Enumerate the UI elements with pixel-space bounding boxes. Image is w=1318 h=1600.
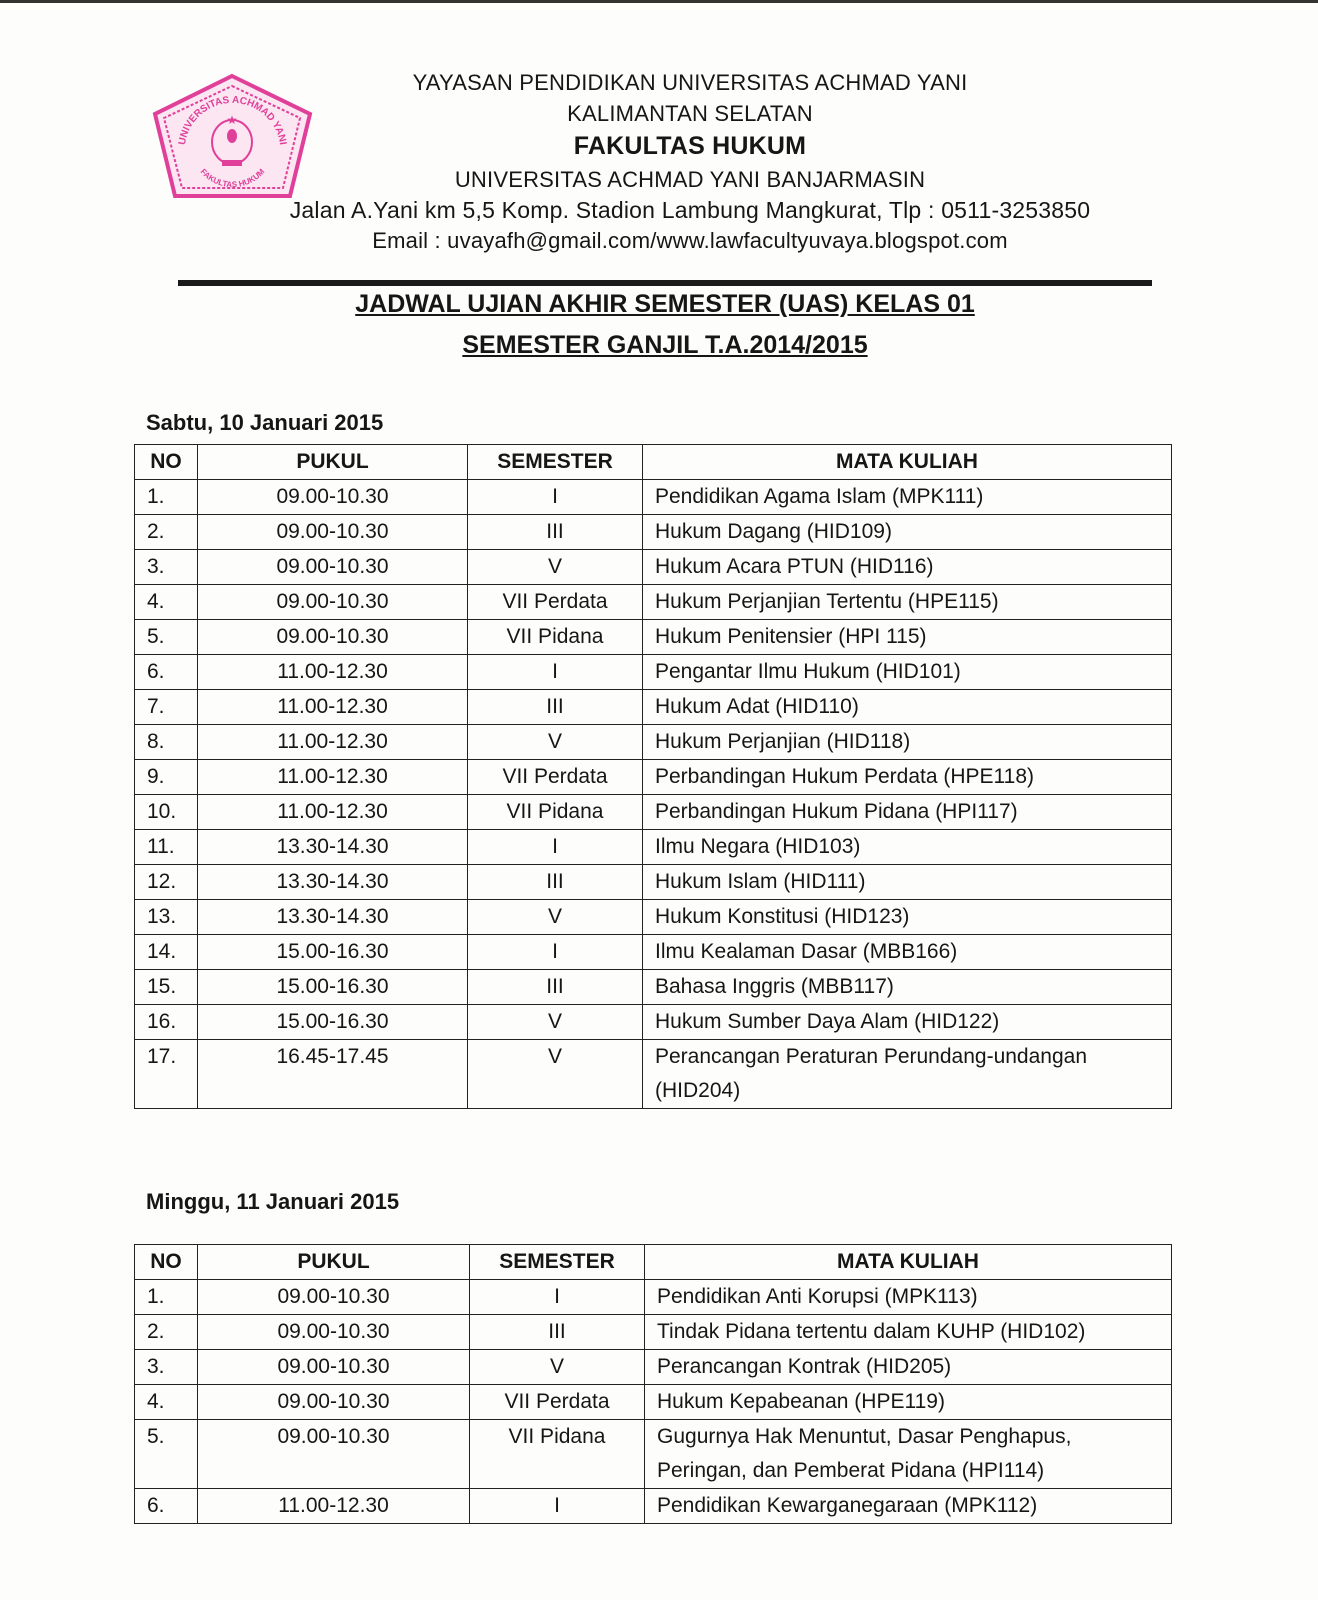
row-course: Perbandingan Hukum Pidana (HPI117) — [643, 795, 1172, 830]
row-course: Perancangan Peraturan Perundang-undangan (HID204) — [643, 1040, 1172, 1109]
table-row — [135, 515, 1172, 550]
day-heading-1: Sabtu, 10 Januari 2015 — [146, 410, 384, 435]
row-no: 11. — [135, 830, 198, 865]
col-pukul: PUKUL — [198, 445, 468, 480]
col-semester: SEMESTER — [468, 445, 643, 480]
row-semester: I — [468, 830, 643, 865]
col-pukul: PUKUL — [198, 1245, 470, 1280]
row-course: Pendidikan Anti Korupsi (MPK113) — [645, 1280, 1172, 1315]
row-no: 1. — [135, 480, 198, 515]
row-no: 8. — [135, 725, 198, 760]
row-semester: III — [470, 1315, 645, 1350]
table-row — [135, 935, 1172, 970]
table-row — [135, 480, 1172, 515]
row-time: 11.00-12.30 — [198, 725, 468, 760]
table-row — [135, 1385, 1172, 1420]
table-row — [135, 1040, 1172, 1109]
table-row — [135, 900, 1172, 935]
row-course: Hukum Islam (HID111) — [643, 865, 1172, 900]
row-semester: I — [468, 935, 643, 970]
document-subtitle: SEMESTER GANJIL T.A.2014/2015 — [462, 331, 868, 359]
row-semester: V — [468, 1040, 643, 1109]
row-no: 4. — [135, 1385, 198, 1420]
table-row — [135, 795, 1172, 830]
row-semester: VII Perdata — [468, 760, 643, 795]
table-row — [135, 830, 1172, 865]
row-course: Tindak Pidana tertentu dalam KUHP (HID102) — [645, 1315, 1172, 1350]
row-no: 5. — [135, 620, 198, 655]
schedule-table-sunday — [134, 1244, 1172, 1524]
row-semester: VII Pidana — [468, 620, 643, 655]
row-course: Bahasa Inggris (MBB117) — [643, 970, 1172, 1005]
svg-text:UNIVERSITAS ACHMAD YANI: UNIVERSITAS ACHMAD YANI — [176, 94, 289, 146]
row-time: 11.00-12.30 — [198, 690, 468, 725]
row-no: 4. — [135, 585, 198, 620]
row-semester: I — [468, 480, 643, 515]
row-course: Ilmu Negara (HID103) — [643, 830, 1172, 865]
row-time: 13.30-14.30 — [198, 830, 468, 865]
email: Email : uvayafh@gmail.com/www.lawfacultyuvaya.blogspot.com — [372, 228, 1008, 253]
row-semester: VII Perdata — [470, 1385, 645, 1420]
row-time: 11.00-12.30 — [198, 1489, 470, 1524]
row-course: Ilmu Kealaman Dasar (MBB166) — [643, 935, 1172, 970]
row-semester: V — [468, 550, 643, 585]
row-time: 11.00-12.30 — [198, 760, 468, 795]
row-semester: III — [468, 690, 643, 725]
row-semester: III — [468, 865, 643, 900]
row-course: Hukum Perjanjian (HID118) — [643, 725, 1172, 760]
document-title: JADWAL UJIAN AKHIR SEMESTER (UAS) KELAS 01 — [355, 290, 975, 318]
row-no: 13. — [135, 900, 198, 935]
row-course: Perbandingan Hukum Perdata (HPE118) — [643, 760, 1172, 795]
address: Jalan A.Yani km 5,5 Komp. Stadion Lambung Mangkurat, Tlp : 0511-3253850 — [289, 197, 1091, 223]
schedule-table-saturday — [134, 444, 1172, 1109]
row-time: 09.00-10.30 — [198, 585, 468, 620]
row-time: 09.00-10.30 — [198, 1280, 470, 1315]
foundation-name: YAYASAN PENDIDIKAN UNIVERSITAS ACHMAD YANI — [412, 70, 968, 95]
row-time: 13.30-14.30 — [198, 865, 468, 900]
row-semester: V — [468, 1005, 643, 1040]
svg-text:FAKULTAS HUKUM: FAKULTAS HUKUM — [198, 167, 267, 190]
col-mata-kuliah: MATA KULIAH — [643, 445, 1172, 480]
row-semester: VII Perdata — [468, 585, 643, 620]
row-no: 17. — [135, 1040, 198, 1109]
col-no: NO — [135, 1245, 198, 1280]
row-course: Hukum Dagang (HID109) — [643, 515, 1172, 550]
row-time: 09.00-10.30 — [198, 1350, 470, 1385]
row-no: 7. — [135, 690, 198, 725]
row-time: 09.00-10.30 — [198, 550, 468, 585]
table-header-row — [135, 445, 1172, 480]
row-semester: I — [468, 655, 643, 690]
row-no: 3. — [135, 550, 198, 585]
row-time: 09.00-10.30 — [198, 480, 468, 515]
row-no: 14. — [135, 935, 198, 970]
row-time: 09.00-10.30 — [198, 1385, 470, 1420]
col-no: NO — [135, 445, 198, 480]
row-course: Pengantar Ilmu Hukum (HID101) — [643, 655, 1172, 690]
col-semester: SEMESTER — [470, 1245, 645, 1280]
row-time: 15.00-16.30 — [198, 935, 468, 970]
row-course: Hukum Kepabeanan (HPE119) — [645, 1385, 1172, 1420]
faculty-name: FAKULTAS HUKUM — [573, 132, 807, 160]
university-name: UNIVERSITAS ACHMAD YANI BANJARMASIN — [454, 167, 926, 192]
row-semester: V — [470, 1350, 645, 1385]
row-course: Hukum Acara PTUN (HID116) — [643, 550, 1172, 585]
row-course: Pendidikan Kewarganegaraan (MPK112) — [645, 1489, 1172, 1524]
table-row — [135, 1350, 1172, 1385]
row-no: 3. — [135, 1350, 198, 1385]
table-row — [135, 1489, 1172, 1524]
table-row — [135, 1005, 1172, 1040]
row-time: 13.30-14.30 — [198, 900, 468, 935]
row-no: 5. — [135, 1420, 198, 1489]
row-semester: I — [470, 1489, 645, 1524]
row-no: 15. — [135, 970, 198, 1005]
row-course: Hukum Penitensier (HPI 115) — [643, 620, 1172, 655]
row-no: 2. — [135, 515, 198, 550]
row-time: 11.00-12.30 — [198, 655, 468, 690]
row-time: 16.45-17.45 — [198, 1040, 468, 1109]
svg-text:★: ★ — [226, 113, 238, 127]
row-time: 09.00-10.30 — [198, 515, 468, 550]
row-time: 15.00-16.30 — [198, 970, 468, 1005]
region-name: KALIMANTAN SELATAN — [567, 101, 813, 126]
day-heading-2: Minggu, 11 Januari 2015 — [146, 1189, 400, 1214]
col-mata-kuliah: MATA KULIAH — [645, 1245, 1172, 1280]
table-row — [135, 865, 1172, 900]
table-row — [135, 690, 1172, 725]
row-course: Hukum Perjanjian Tertentu (HPE115) — [643, 585, 1172, 620]
table-row — [135, 585, 1172, 620]
row-semester: III — [468, 970, 643, 1005]
row-time: 15.00-16.30 — [198, 1005, 468, 1040]
table-row — [135, 1280, 1172, 1315]
row-no: 2. — [135, 1315, 198, 1350]
row-course: Gugurnya Hak Menuntut, Dasar Penghapus, Peringan, dan Pemberat Pidana (HPI114) — [645, 1420, 1172, 1489]
row-no: 1. — [135, 1280, 198, 1315]
row-no: 10. — [135, 795, 198, 830]
row-semester: V — [468, 900, 643, 935]
table-row — [135, 725, 1172, 760]
row-course: Hukum Sumber Daya Alam (HID122) — [643, 1005, 1172, 1040]
header-divider — [178, 280, 1152, 286]
scan-edge — [0, 0, 1318, 3]
row-semester: VII Pidana — [470, 1420, 645, 1489]
row-course: Perancangan Kontrak (HID205) — [645, 1350, 1172, 1385]
row-time: 09.00-10.30 — [198, 620, 468, 655]
table-row — [135, 620, 1172, 655]
table-row — [135, 970, 1172, 1005]
row-no: 6. — [135, 655, 198, 690]
row-no: 16. — [135, 1005, 198, 1040]
row-semester: I — [470, 1280, 645, 1315]
table-row — [135, 655, 1172, 690]
table-row — [135, 1420, 1172, 1489]
table-row — [135, 760, 1172, 795]
row-no: 9. — [135, 760, 198, 795]
row-time: 11.00-12.30 — [198, 795, 468, 830]
row-no: 12. — [135, 865, 198, 900]
row-semester: V — [468, 725, 643, 760]
row-semester: III — [468, 515, 643, 550]
row-no: 6. — [135, 1489, 198, 1524]
row-time: 09.00-10.30 — [198, 1420, 470, 1489]
row-course: Hukum Adat (HID110) — [643, 690, 1172, 725]
table-header-row — [135, 1245, 1172, 1280]
table-row — [135, 1315, 1172, 1350]
row-time: 09.00-10.30 — [198, 1315, 470, 1350]
row-course: Hukum Konstitusi (HID123) — [643, 900, 1172, 935]
row-semester: VII Pidana — [468, 795, 643, 830]
row-course: Pendidikan Agama Islam (MPK111) — [643, 480, 1172, 515]
table-row — [135, 550, 1172, 585]
